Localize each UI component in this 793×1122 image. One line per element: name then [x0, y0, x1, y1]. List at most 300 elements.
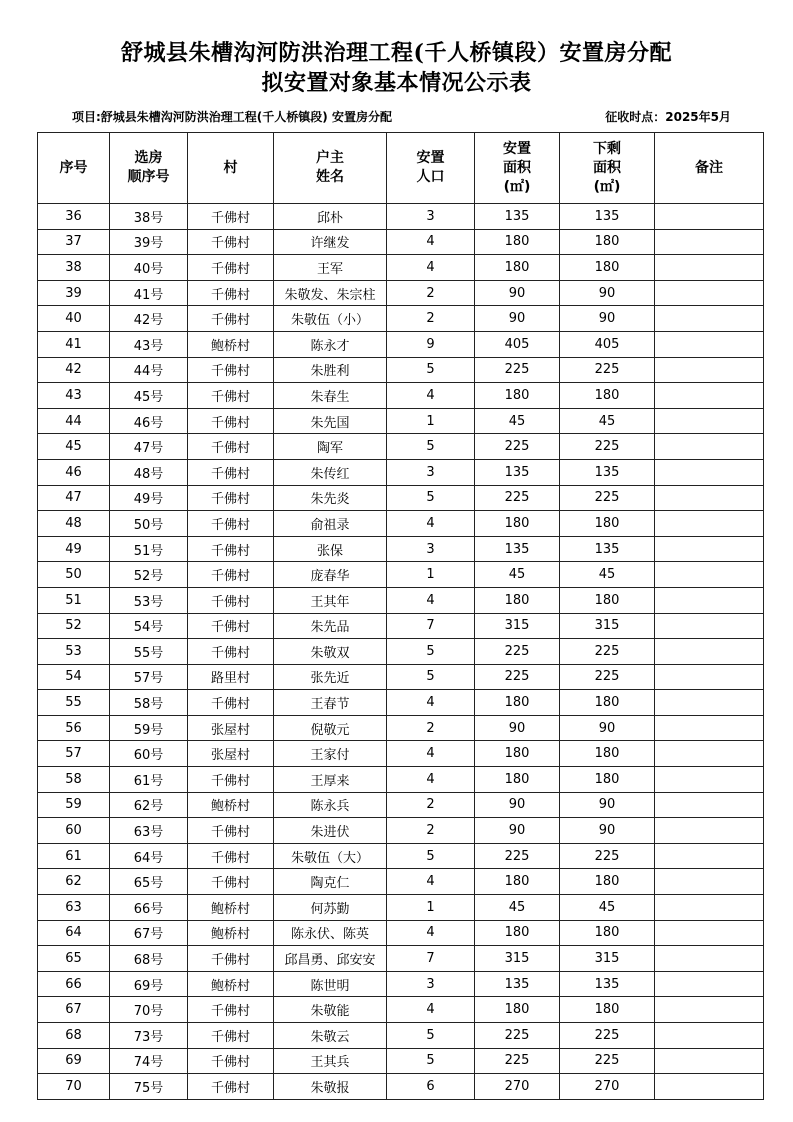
seq-cell: 49 [38, 536, 110, 562]
table-row [38, 715, 764, 741]
order-cell: 59号 [110, 715, 188, 741]
area-cell: 90 [475, 818, 560, 844]
remaining-area-cell: 180 [560, 255, 655, 281]
area-cell: 225 [475, 843, 560, 869]
area-cell: 180 [475, 869, 560, 895]
area-cell: 180 [475, 920, 560, 946]
householder-cell: 朱敬发、朱宗柱 [274, 280, 387, 306]
note-cell [655, 536, 764, 562]
householder-cell: 王其兵 [274, 1048, 387, 1074]
table-row [38, 690, 764, 716]
people-cell: 3 [387, 204, 475, 230]
remaining-area-cell: 180 [560, 741, 655, 767]
seq-cell: 36 [38, 204, 110, 230]
people-cell: 4 [387, 229, 475, 255]
people-cell: 5 [387, 1023, 475, 1049]
note-cell [655, 792, 764, 818]
village-cell: 千佛村 [188, 1048, 274, 1074]
area-cell: 90 [475, 792, 560, 818]
village-cell: 千佛村 [188, 767, 274, 793]
note-cell [655, 511, 764, 537]
people-cell: 4 [387, 869, 475, 895]
village-cell: 千佛村 [188, 204, 274, 230]
table-row [38, 511, 764, 537]
householder-cell: 朱进伏 [274, 818, 387, 844]
note-cell [655, 229, 764, 255]
remaining-area-cell: 225 [560, 434, 655, 460]
order-cell: 38号 [110, 204, 188, 230]
table-row [38, 741, 764, 767]
area-cell: 180 [475, 511, 560, 537]
seq-cell: 45 [38, 434, 110, 460]
area-cell: 180 [475, 767, 560, 793]
table-row [38, 434, 764, 460]
remaining-area-cell: 225 [560, 664, 655, 690]
note-cell [655, 664, 764, 690]
note-cell [655, 818, 764, 844]
header-remaining-area: 下剩 面积 (㎡) [560, 133, 655, 204]
area-cell: 180 [475, 587, 560, 613]
area-cell: 135 [475, 204, 560, 230]
area-cell: 225 [475, 434, 560, 460]
householder-cell: 朱先品 [274, 613, 387, 639]
remaining-area-cell: 315 [560, 946, 655, 972]
header-village: 村 [188, 133, 274, 204]
order-cell: 67号 [110, 920, 188, 946]
table-row [38, 280, 764, 306]
note-cell [655, 690, 764, 716]
remaining-area-cell: 315 [560, 613, 655, 639]
area-cell: 225 [475, 639, 560, 665]
area-cell: 45 [475, 408, 560, 434]
seq-cell: 65 [38, 946, 110, 972]
header-row [38, 133, 764, 204]
village-cell: 千佛村 [188, 587, 274, 613]
householder-cell: 王春节 [274, 690, 387, 716]
village-cell: 千佛村 [188, 511, 274, 537]
table-row [38, 997, 764, 1023]
householder-cell: 朱敬双 [274, 639, 387, 665]
people-cell: 2 [387, 792, 475, 818]
remaining-area-cell: 180 [560, 511, 655, 537]
order-cell: 65号 [110, 869, 188, 895]
order-cell: 53号 [110, 587, 188, 613]
people-cell: 4 [387, 920, 475, 946]
householder-cell: 朱敬能 [274, 997, 387, 1023]
village-cell: 鲍桥村 [188, 895, 274, 921]
order-cell: 75号 [110, 1074, 188, 1100]
order-cell: 58号 [110, 690, 188, 716]
people-cell: 4 [387, 511, 475, 537]
remaining-area-cell: 180 [560, 690, 655, 716]
village-cell: 千佛村 [188, 613, 274, 639]
area-cell: 180 [475, 690, 560, 716]
remaining-area-cell: 225 [560, 1023, 655, 1049]
remaining-area-cell: 90 [560, 792, 655, 818]
table-row [38, 1048, 764, 1074]
table-row [38, 792, 764, 818]
seq-cell: 61 [38, 843, 110, 869]
area-cell: 270 [475, 1074, 560, 1100]
householder-cell: 陈永兵 [274, 792, 387, 818]
remaining-area-cell: 180 [560, 997, 655, 1023]
remaining-area-cell: 225 [560, 639, 655, 665]
householder-cell: 陈永伏、陈英 [274, 920, 387, 946]
order-cell: 44号 [110, 357, 188, 383]
seq-cell: 38 [38, 255, 110, 281]
order-cell: 39号 [110, 229, 188, 255]
resettlement-table [37, 132, 764, 1100]
people-cell: 4 [387, 255, 475, 281]
seq-cell: 55 [38, 690, 110, 716]
remaining-area-cell: 45 [560, 408, 655, 434]
note-cell [655, 204, 764, 230]
area-cell: 45 [475, 562, 560, 588]
householder-cell: 朱敬伍（小） [274, 306, 387, 332]
note-cell [655, 280, 764, 306]
area-cell: 90 [475, 306, 560, 332]
seq-cell: 37 [38, 229, 110, 255]
householder-cell: 许继发 [274, 229, 387, 255]
table-row [38, 843, 764, 869]
village-cell: 鲍桥村 [188, 971, 274, 997]
village-cell: 千佛村 [188, 408, 274, 434]
householder-cell: 邱朴 [274, 204, 387, 230]
seq-cell: 66 [38, 971, 110, 997]
area-cell: 405 [475, 331, 560, 357]
table-row [38, 587, 764, 613]
order-cell: 55号 [110, 639, 188, 665]
order-cell: 47号 [110, 434, 188, 460]
note-cell [655, 613, 764, 639]
page-title: 舒城县朱槽沟河防洪治理工程(千人桥镇段）安置房分配 [121, 40, 672, 66]
area-cell: 225 [475, 357, 560, 383]
village-cell: 千佛村 [188, 997, 274, 1023]
note-cell [655, 383, 764, 409]
table-row [38, 1023, 764, 1049]
remaining-area-cell: 90 [560, 306, 655, 332]
table-row [38, 664, 764, 690]
householder-cell: 张先近 [274, 664, 387, 690]
order-cell: 74号 [110, 1048, 188, 1074]
seq-cell: 40 [38, 306, 110, 332]
householder-cell: 王厚来 [274, 767, 387, 793]
people-cell: 2 [387, 306, 475, 332]
people-cell: 4 [387, 767, 475, 793]
householder-cell: 朱胜利 [274, 357, 387, 383]
householder-cell: 朱敬报 [274, 1074, 387, 1100]
seq-cell: 63 [38, 895, 110, 921]
order-cell: 45号 [110, 383, 188, 409]
remaining-area-cell: 180 [560, 383, 655, 409]
table-row [38, 562, 764, 588]
note-cell [655, 639, 764, 665]
people-cell: 7 [387, 946, 475, 972]
table-row [38, 971, 764, 997]
remaining-area-cell: 225 [560, 357, 655, 383]
seq-cell: 67 [38, 997, 110, 1023]
remaining-area-cell: 135 [560, 204, 655, 230]
table-row [38, 408, 764, 434]
table-row [38, 229, 764, 255]
village-cell: 千佛村 [188, 869, 274, 895]
header-area: 安置 面积 (㎡) [475, 133, 560, 204]
village-cell: 鲍桥村 [188, 792, 274, 818]
note-cell [655, 869, 764, 895]
order-cell: 57号 [110, 664, 188, 690]
remaining-area-cell: 405 [560, 331, 655, 357]
order-cell: 69号 [110, 971, 188, 997]
seq-cell: 70 [38, 1074, 110, 1100]
householder-cell: 陈世明 [274, 971, 387, 997]
householder-cell: 王家付 [274, 741, 387, 767]
note-cell [655, 767, 764, 793]
village-cell: 路里村 [188, 664, 274, 690]
village-cell: 千佛村 [188, 690, 274, 716]
village-cell: 千佛村 [188, 639, 274, 665]
village-cell: 千佛村 [188, 818, 274, 844]
village-cell: 千佛村 [188, 562, 274, 588]
village-cell: 千佛村 [188, 1074, 274, 1100]
area-cell: 180 [475, 255, 560, 281]
people-cell: 4 [387, 383, 475, 409]
people-cell: 9 [387, 331, 475, 357]
seq-cell: 60 [38, 818, 110, 844]
seq-cell: 56 [38, 715, 110, 741]
people-cell: 1 [387, 562, 475, 588]
seq-cell: 44 [38, 408, 110, 434]
area-cell: 135 [475, 536, 560, 562]
order-cell: 66号 [110, 895, 188, 921]
collection-time: 征收时点：2025年5月 [605, 110, 731, 124]
seq-cell: 41 [38, 331, 110, 357]
note-cell [655, 843, 764, 869]
people-cell: 4 [387, 587, 475, 613]
area-cell: 180 [475, 741, 560, 767]
people-cell: 1 [387, 895, 475, 921]
people-cell: 1 [387, 408, 475, 434]
village-cell: 千佛村 [188, 280, 274, 306]
area-cell: 315 [475, 613, 560, 639]
order-cell: 49号 [110, 485, 188, 511]
table-row [38, 331, 764, 357]
note-cell [655, 946, 764, 972]
householder-cell: 王其年 [274, 587, 387, 613]
header-note: 备注 [655, 133, 764, 204]
table-row [38, 459, 764, 485]
seq-cell: 57 [38, 741, 110, 767]
village-cell: 千佛村 [188, 306, 274, 332]
order-cell: 63号 [110, 818, 188, 844]
order-cell: 73号 [110, 1023, 188, 1049]
area-cell: 180 [475, 383, 560, 409]
remaining-area-cell: 270 [560, 1074, 655, 1100]
people-cell: 5 [387, 1048, 475, 1074]
people-cell: 2 [387, 715, 475, 741]
people-cell: 5 [387, 485, 475, 511]
village-cell: 张屋村 [188, 741, 274, 767]
seq-cell: 51 [38, 587, 110, 613]
note-cell [655, 715, 764, 741]
table-row [38, 869, 764, 895]
table-row [38, 204, 764, 230]
order-cell: 50号 [110, 511, 188, 537]
remaining-area-cell: 90 [560, 715, 655, 741]
order-cell: 62号 [110, 792, 188, 818]
order-cell: 61号 [110, 767, 188, 793]
people-cell: 4 [387, 997, 475, 1023]
village-cell: 千佛村 [188, 946, 274, 972]
order-cell: 52号 [110, 562, 188, 588]
area-cell: 135 [475, 971, 560, 997]
seq-cell: 52 [38, 613, 110, 639]
people-cell: 5 [387, 843, 475, 869]
header-order: 选房 顺序号 [110, 133, 188, 204]
householder-cell: 朱传红 [274, 459, 387, 485]
seq-cell: 46 [38, 459, 110, 485]
seq-cell: 43 [38, 383, 110, 409]
people-cell: 3 [387, 971, 475, 997]
area-cell: 90 [475, 715, 560, 741]
order-cell: 46号 [110, 408, 188, 434]
seq-cell: 62 [38, 869, 110, 895]
area-cell: 90 [475, 280, 560, 306]
remaining-area-cell: 135 [560, 536, 655, 562]
note-cell [655, 434, 764, 460]
seq-cell: 69 [38, 1048, 110, 1074]
seq-cell: 39 [38, 280, 110, 306]
order-cell: 70号 [110, 997, 188, 1023]
people-cell: 5 [387, 434, 475, 460]
village-cell: 鲍桥村 [188, 920, 274, 946]
note-cell [655, 997, 764, 1023]
village-cell: 千佛村 [188, 843, 274, 869]
householder-cell: 何苏勤 [274, 895, 387, 921]
village-cell: 千佛村 [188, 357, 274, 383]
table-row [38, 485, 764, 511]
people-cell: 3 [387, 536, 475, 562]
area-cell: 45 [475, 895, 560, 921]
remaining-area-cell: 90 [560, 280, 655, 306]
order-cell: 60号 [110, 741, 188, 767]
householder-cell: 陶军 [274, 434, 387, 460]
remaining-area-cell: 180 [560, 869, 655, 895]
order-cell: 51号 [110, 536, 188, 562]
note-cell [655, 485, 764, 511]
table-row [38, 357, 764, 383]
seq-cell: 64 [38, 920, 110, 946]
householder-cell: 朱敬云 [274, 1023, 387, 1049]
seq-cell: 58 [38, 767, 110, 793]
seq-cell: 59 [38, 792, 110, 818]
project-label: 项目:舒城县朱槽沟河防洪治理工程(千人桥镇段) 安置房分配 [72, 110, 392, 124]
table-row [38, 920, 764, 946]
order-cell: 48号 [110, 459, 188, 485]
householder-cell: 庞春华 [274, 562, 387, 588]
area-cell: 180 [475, 229, 560, 255]
area-cell: 180 [475, 997, 560, 1023]
village-cell: 千佛村 [188, 1023, 274, 1049]
householder-cell: 陶克仁 [274, 869, 387, 895]
people-cell: 5 [387, 357, 475, 383]
seq-cell: 42 [38, 357, 110, 383]
note-cell [655, 408, 764, 434]
area-cell: 225 [475, 485, 560, 511]
area-cell: 315 [475, 946, 560, 972]
header-people: 安置 人口 [387, 133, 475, 204]
people-cell: 7 [387, 613, 475, 639]
seq-cell: 53 [38, 639, 110, 665]
householder-cell: 陈永才 [274, 331, 387, 357]
seq-cell: 50 [38, 562, 110, 588]
note-cell [655, 895, 764, 921]
remaining-area-cell: 45 [560, 895, 655, 921]
remaining-area-cell: 225 [560, 843, 655, 869]
seq-cell: 54 [38, 664, 110, 690]
village-cell: 千佛村 [188, 434, 274, 460]
village-cell: 千佛村 [188, 383, 274, 409]
householder-cell: 朱先国 [274, 408, 387, 434]
table-row [38, 1074, 764, 1100]
remaining-area-cell: 45 [560, 562, 655, 588]
note-cell [655, 562, 764, 588]
order-cell: 40号 [110, 255, 188, 281]
village-cell: 鲍桥村 [188, 331, 274, 357]
note-cell [655, 357, 764, 383]
table-row [38, 255, 764, 281]
table-row [38, 818, 764, 844]
people-cell: 5 [387, 639, 475, 665]
header-name: 户主 姓名 [274, 133, 387, 204]
order-cell: 64号 [110, 843, 188, 869]
people-cell: 4 [387, 690, 475, 716]
note-cell [655, 1074, 764, 1100]
table-row [38, 639, 764, 665]
remaining-area-cell: 180 [560, 229, 655, 255]
remaining-area-cell: 180 [560, 767, 655, 793]
order-cell: 68号 [110, 946, 188, 972]
page-subtitle: 拟安置对象基本情况公示表 [261, 70, 532, 96]
householder-cell: 朱春生 [274, 383, 387, 409]
seq-cell: 48 [38, 511, 110, 537]
note-cell [655, 306, 764, 332]
note-cell [655, 971, 764, 997]
remaining-area-cell: 225 [560, 485, 655, 511]
order-cell: 42号 [110, 306, 188, 332]
householder-cell: 倪敬元 [274, 715, 387, 741]
householder-cell: 张保 [274, 536, 387, 562]
people-cell: 4 [387, 741, 475, 767]
householder-cell: 朱敬伍（大） [274, 843, 387, 869]
area-cell: 225 [475, 664, 560, 690]
header-seq: 序号 [38, 133, 110, 204]
table-row [38, 895, 764, 921]
area-cell: 225 [475, 1023, 560, 1049]
table-row [38, 306, 764, 332]
people-cell: 5 [387, 664, 475, 690]
note-cell [655, 741, 764, 767]
village-cell: 张屋村 [188, 715, 274, 741]
table-row [38, 946, 764, 972]
village-cell: 千佛村 [188, 229, 274, 255]
householder-cell: 俞祖录 [274, 511, 387, 537]
note-cell [655, 1023, 764, 1049]
seq-cell: 68 [38, 1023, 110, 1049]
seq-cell: 47 [38, 485, 110, 511]
order-cell: 43号 [110, 331, 188, 357]
order-cell: 54号 [110, 613, 188, 639]
remaining-area-cell: 135 [560, 971, 655, 997]
